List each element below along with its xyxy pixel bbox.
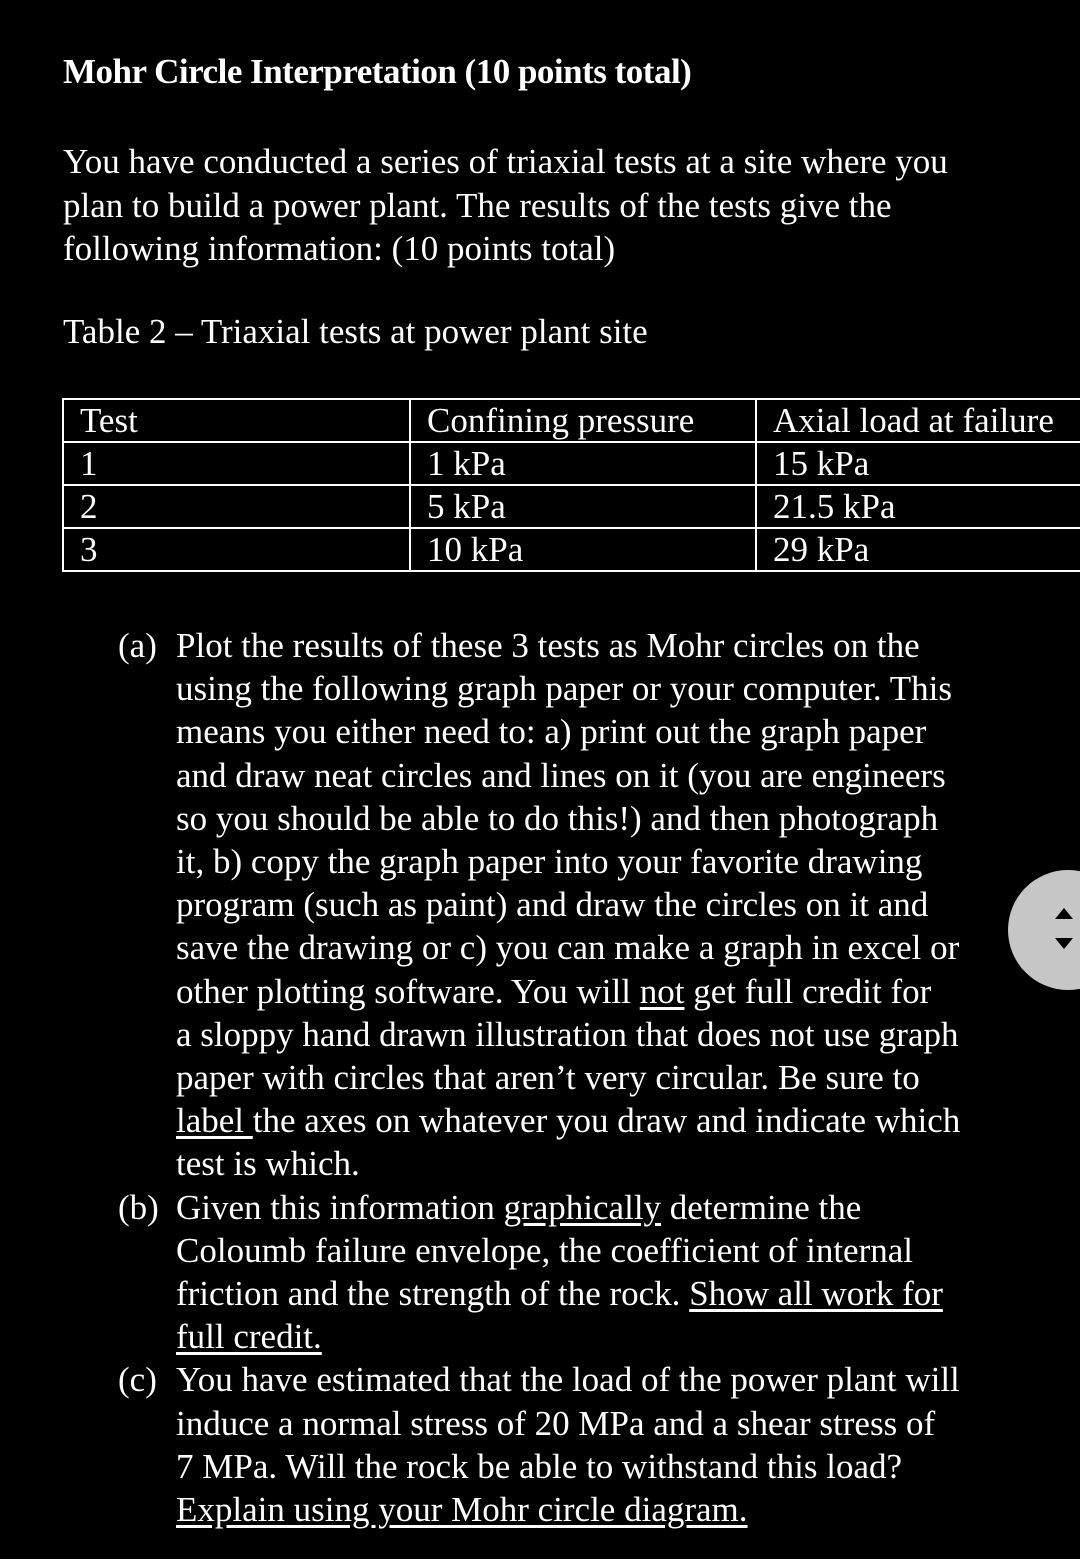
table-row <box>63 442 1080 485</box>
question-a-line: save the drawing or c) you can make a graph in excel or <box>176 928 960 968</box>
question-a-line: it, b) copy the graph paper into your favorite drawing <box>176 842 923 882</box>
question-b-line: Coloumb failure envelope, the coefficient of internal <box>176 1230 913 1270</box>
table-cell: 15 kPa <box>756 442 1080 485</box>
table-header-row <box>63 399 1080 442</box>
question-a-line: means you either need to: a) print out the graph paper <box>176 712 927 752</box>
question-a-line: Plot the results of these 3 tests as Mohr circles on the <box>176 626 920 665</box>
question-a-line: test is which. <box>176 1144 360 1184</box>
header-confining-pressure: Confining pressure <box>410 399 756 442</box>
question-c-line: 7 MPa. Will the rock be able to withstand this load? <box>176 1446 903 1486</box>
question-a-line <box>176 1099 1038 1142</box>
chevron-down-icon[interactable] <box>1055 938 1073 949</box>
page-title: Mohr Circle Interpretation (10 points total) <box>63 52 692 91</box>
intro-paragraph <box>63 140 1053 271</box>
question-c-line: You have estimated that the load of the power plant will <box>176 1360 960 1400</box>
question-c-line <box>176 1488 1038 1531</box>
emphasis-explain: Explain using your Mohr circle diagram. <box>176 1490 748 1530</box>
table-row <box>63 485 1080 528</box>
question-a-line <box>176 970 1038 1013</box>
table-cell: 2 <box>63 485 410 528</box>
emphasis-full-credit: full credit. <box>176 1317 322 1357</box>
table-cell: 1 kPa <box>410 442 756 485</box>
question-a-line: using the following graph paper or your computer. This <box>176 669 953 709</box>
table-caption: Table 2 – Triaxial tests at power plant site <box>63 312 648 351</box>
table-cell: 10 kPa <box>410 528 756 571</box>
triaxial-tests-table <box>62 398 1080 572</box>
question-b-line <box>176 1315 1038 1358</box>
text-segment: get full credit for <box>684 971 932 1011</box>
text-segment: friction and the strength of the rock. <box>176 1274 690 1314</box>
question-c-line: induce a normal stress of 20 MPa and a shear stress of <box>176 1403 936 1443</box>
question-a-line: program (such as paint) and draw the circles on it and <box>176 885 929 925</box>
question-b <box>118 1186 1038 1359</box>
table-cell: 3 <box>63 528 410 571</box>
emphasis-label: label <box>176 1101 253 1141</box>
text-segment: the axes on whatever you draw and indicate which <box>252 1101 961 1141</box>
emphasis-graphically: graphically <box>503 1187 662 1227</box>
table-row <box>63 528 1080 571</box>
header-test: Test <box>63 399 410 442</box>
emphasis-not: not <box>639 971 685 1011</box>
question-a-line: a sloppy hand drawn illustration that does not use graph <box>176 1014 959 1054</box>
question-list <box>118 624 1038 1531</box>
text-segment: Given this information <box>176 1187 504 1227</box>
text-segment: determine the <box>661 1187 862 1227</box>
chevron-up-icon[interactable] <box>1055 908 1073 919</box>
table-cell: 1 <box>63 442 410 485</box>
question-b-line <box>176 1272 1038 1315</box>
question-a-line: and draw neat circles and lines on it (you are engineers <box>176 755 946 795</box>
question-a-label: (a) <box>118 626 157 665</box>
question-a <box>118 624 1038 1186</box>
table-cell: 29 kPa <box>756 528 1080 571</box>
table-cell: 21.5 kPa <box>756 485 1080 528</box>
question-a-line: so you should be able to do this!) and then photograph <box>176 798 939 838</box>
question-b-line <box>176 1186 1038 1229</box>
question-b-label: (b) <box>118 1187 159 1227</box>
table-cell: 5 kPa <box>410 485 756 528</box>
text-segment: other plotting software. You will <box>176 971 640 1011</box>
emphasis-show-work: Show all work for <box>689 1274 943 1314</box>
intro-line: You have conducted a series of triaxial tests at a site where you <box>63 142 948 181</box>
header-axial-load: Axial load at failure <box>756 399 1080 442</box>
intro-line: plan to build a power plant. The results of the tests give the <box>63 185 892 225</box>
question-a-line: paper with circles that aren’t very circular. Be sure to <box>176 1058 920 1098</box>
question-c <box>118 1358 1038 1531</box>
intro-line: following information: (10 points total) <box>63 229 616 268</box>
question-c-label: (c) <box>118 1360 157 1400</box>
